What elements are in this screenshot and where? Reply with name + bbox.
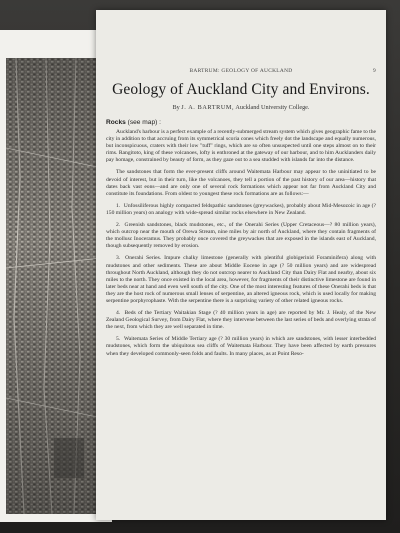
formation-number: 1. [116,202,121,209]
formation-item [106,222,376,250]
formation-number: 5. [116,336,121,343]
formation-item [106,255,376,305]
byline-prefix: By [172,104,180,111]
article-title: Geology of Auckland City and Environs. [112,81,370,98]
aerial-photo-image [6,58,102,514]
section-heading-text: Rocks [106,119,126,126]
formation-item [106,203,376,217]
formation-text: Waitemata Series of Middle Tertiary age (? 30 million years) in which are sandstones, with lesser interbedded mudstones, which form the ubiquitous sea cliffs of Waitemata Harbour. They have been affected by earth pressures when they developed commonly-seen folds and faults. In many places, as at Point Reso- [106,336,376,357]
section-heading [106,119,376,126]
booklet-page [96,10,386,520]
formation-text: Greenish sandstones, black mudstones, etc., of the Onerahi Series (Upper Cretaceous—? 80 million years), which outcrop near the mouth of Orewa Stream, nine miles by air north of Auckland, where they contain fragments of the mollusc Inoceramus. They probably once covered the greywackes that are exposed in the islands east of Auckland, though subsequently removed by erosion. [106,222,376,250]
formation-number: 4. [116,310,121,317]
aerial-photo-plate [6,58,102,514]
section-heading-note: (see map) : [127,119,161,126]
formation-item [106,336,376,357]
formation-number: 2. [116,222,121,229]
body-paragraph: Auckland's harbour is a perfect example of a recently-submerged stream system which gives geographic fame to the city in addition to that accruing from its symmetrical scoria cones which freely dot the landscape and equally numerous, but inconspicuous, craters with their low "tuff" rings, which are so often unsuspected until one steps almost on to their rims. Rangitoto, king of these volcanoes, lofty is enthroned at the gateway of our harbour, and to him Aucklanders daily pay homage, constrained by beauty of form, as they gaze out to a sea studded with islands far into the distance. [106,129,376,164]
body-paragraph: The sandstones that form the ever-present cliffs around Waitemata Harbour may appear to the uninitiated to be devoid of interest, but in their turn, like the volcanoes, they tell a portion of the past history of our area—history that dates back vast eons—and are only one of several rock formations which appear not far from Auckland City and constitute its foundations. From oldest to youngest these rock formations are as follows:— [106,169,376,197]
running-head-text: BARTRUM: GEOLOGY OF AUCKLAND [189,68,293,74]
formation-text: Unfossiliferous highly compacted feldspathic sandstones (greywackes), probably about Mid-Mesozoic in age (? 150 million years) on analogy with wide-spread similar rocks elsewhere in New Zealand. [106,202,377,216]
running-head [106,68,376,74]
formation-text: Beds of the Tertiary Waitakian Stage (? 40 million years in age) are reported by Mr. J. Healy, of the New Zealand Geological Survey, from Dairy Flat, where they intervene between the last series of beds and overlying strata of the next, from which they are well separated in time. [106,310,376,331]
page-content [106,68,376,358]
formation-number: 3. [116,255,121,262]
formation-text: Onerahi Series. Impure chalky limestone (generally with plentiful globigerinid Foraminifera) along with mudstones and other sediments. These are about Middle Eocene in age (? 50 million years) and are widespread throughout North Auckland, although they do not outcrop nearer to Auckland City than Dairy Flat and nearby, about six miles to the north. They once existed in the local area, however, for fragments of their distinctive limestone are found in later beds near at hand and even well south of the city. One of the most interesting features of these Onerahi beds is that they are the host rock of numerous small lenses of serpentine, an altered igneous rock, which is used locally for making serpentine porphyrophaste. With the serpentine there is a surprising variety of other related igneous rocks. [106,255,376,304]
author-affiliation: Auckland University College. [235,104,310,111]
byline [106,104,376,111]
author-name: J. A. BARTRUM, [181,104,235,111]
page-number: 9 [373,68,376,74]
formation-item [106,310,376,331]
